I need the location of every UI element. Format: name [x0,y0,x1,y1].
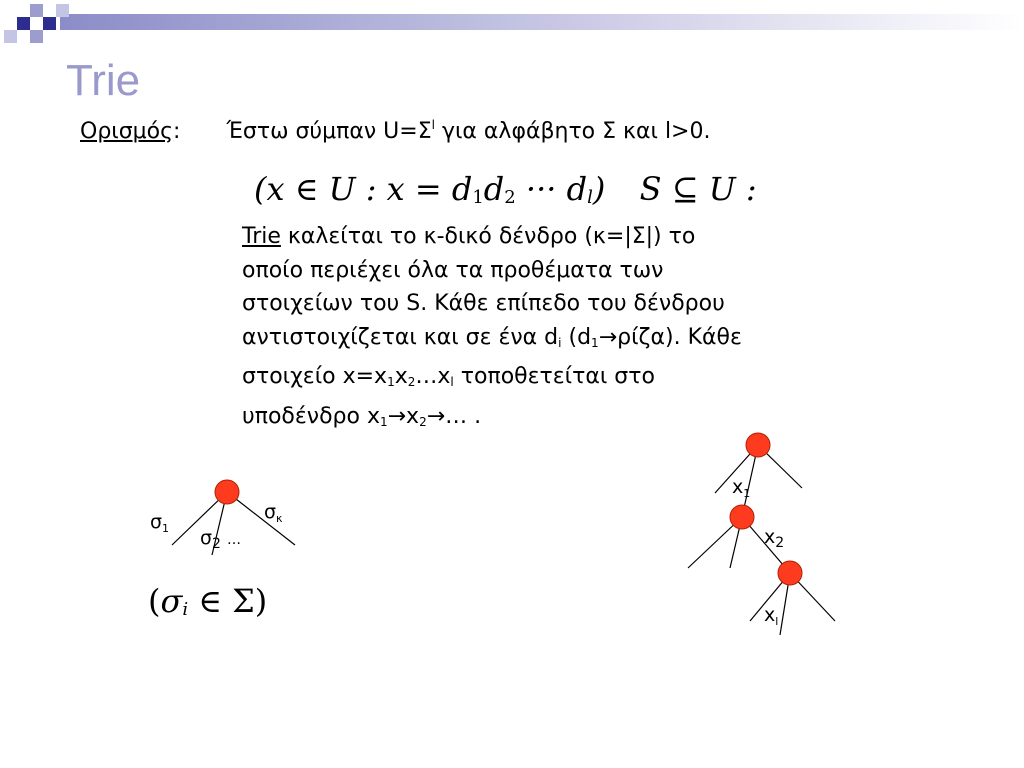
formula-dots: ··· d [515,170,588,208]
formula-sub-l: l [587,187,593,208]
para-line-4 [242,321,892,361]
sigma-caption [148,582,267,620]
formula-sub-2: 2 [504,187,516,208]
formula-sub-1: 1 [472,187,484,208]
para-text: υποδένδρο x [242,403,380,429]
para-sub: l [450,375,454,389]
para-sub: 1 [387,375,395,389]
para-text: στοιχείο x=x [242,364,388,389]
formula-d: d [483,170,505,208]
para-sub: i [558,335,562,350]
para-sub: 2 [419,414,427,429]
caption-rest: ∈ Σ) [188,582,268,620]
para-line-3: στοιχείων του S. Κάθε επίπεδο του δένδρου [242,291,725,316]
x2-label: $x_2$ [764,526,785,551]
sigma-1-label: $\sigma_1$ [150,511,170,535]
x1-label: $x_1$ [732,476,751,500]
para-line-2: οποίο περιέχει όλα τα προθέματα των [242,257,664,283]
definition-row [80,118,710,144]
right-tree-diagram [670,425,870,645]
definition-colon: : [173,119,181,144]
para-text: →… . [426,403,482,429]
formula-end: ) [592,170,606,208]
tree-node-level-3 [778,561,802,585]
caption-open: ( [148,582,161,620]
para-text: x [394,364,408,389]
trie-word: Trie [242,224,281,249]
xl-label: $x_l$ [764,604,779,628]
definition-label: Ορισμός [80,119,174,144]
definition-paragraph [242,220,892,439]
tree-node-level-2 [730,505,754,529]
tree-root-node [215,480,239,504]
definition-text: Έστω σύμπαν U=Σ [226,119,432,144]
para-text: αντιστοιχίζεται και σε ένα d [242,324,559,350]
para-text: →x [387,403,420,429]
sigma-2-label: $\sigma_2$ … [200,527,241,552]
formula-main: (x ∈ U : x = d [254,170,473,208]
para-line-5 [242,360,892,400]
para-sub: 1 [379,414,388,429]
formula-set: S ⊆ U : [639,170,757,208]
para-text: …x [415,364,451,389]
para-text: (d [561,324,592,350]
caption-sub: i [182,599,189,620]
tree-node-level-1 [746,433,770,457]
definition-text-after: για αλφάβητο Σ και l>0. [434,119,711,144]
caption-sigma: σ [160,582,183,620]
para-sub: 2 [407,375,416,389]
definition-sup: l [431,118,435,132]
para-text: καλείται το κ-δικό δένδρο (κ=|Σ|) το [280,224,696,249]
formula [254,170,757,208]
sigma-k-label: $\sigma_\kappa$ [264,501,283,525]
para-sub: 1 [591,335,599,350]
corner-decoration [0,0,1024,60]
para-text: →ρίζα). Κάθε [598,324,742,350]
slide-title: Trie [66,56,141,105]
left-tree-diagram [130,470,450,590]
para-text: τοποθετείται στο [453,364,655,389]
para-line-1 [242,220,892,254]
